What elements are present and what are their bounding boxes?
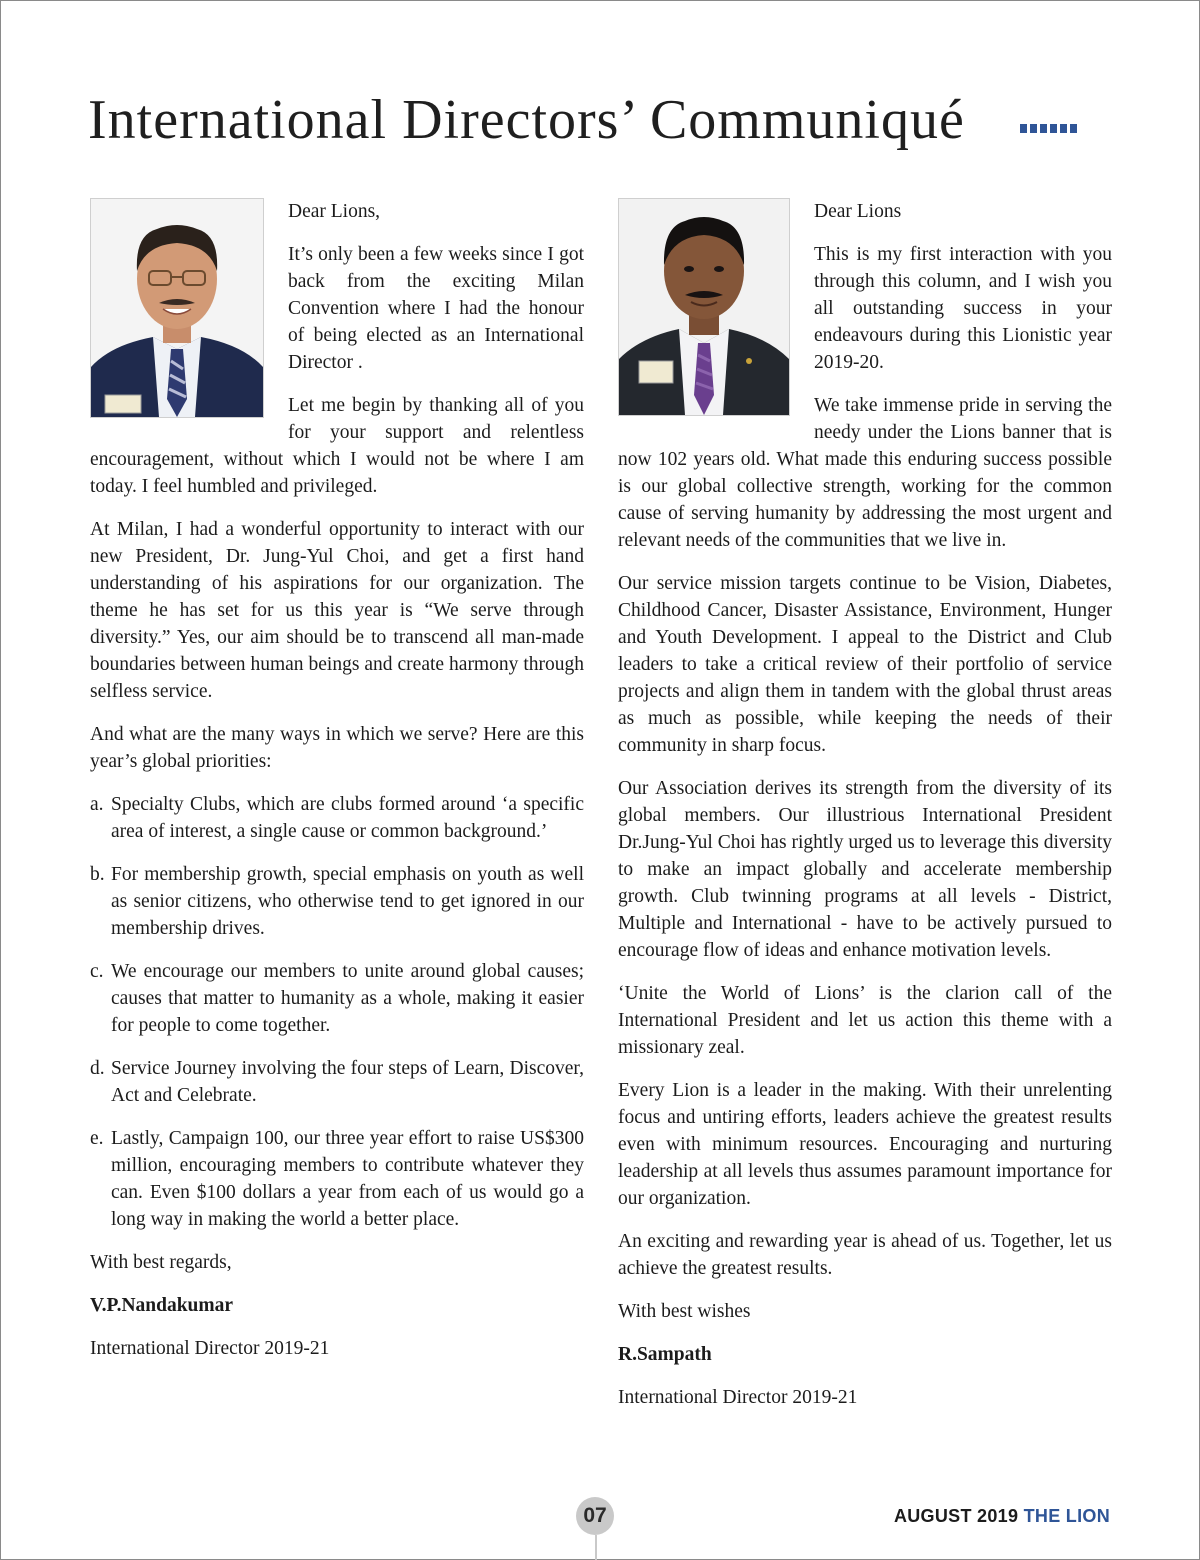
page-number: 07: [576, 1497, 614, 1535]
list-item: [90, 1055, 584, 1109]
nandakumar-photo: [90, 198, 264, 418]
footer-masthead: [894, 1506, 1110, 1527]
right-paragraph: Our Association derives its strength from the diversity of its global members. Our illustrious International President Dr.Jung-Yul Choi has rightly urged us to leverage this diversity to make an impact globally and accelerate membership growth. Club twinning programs at all levels - District, Multiple and International - have to be actively pursued to encourage flow of ideas and enhance motivation levels.: [618, 778, 1112, 961]
right-closing: With best wishes: [618, 1301, 751, 1322]
left-paragraph: Let me begin by thanking all of you for your support and relentless encouragement, without which I would not be where I am today. I feel humbled and privileged.: [90, 395, 584, 497]
list-item: [90, 1125, 584, 1233]
right-salutation: Dear Lions: [814, 201, 902, 222]
list-marker: e.: [90, 1128, 104, 1149]
left-letter: [90, 198, 584, 1378]
right-paragraph: This is my first interaction with you through this column, and I wish you all outstanding success in your endeavours during this Lionistic year 2019-20.: [814, 244, 1112, 373]
right-paragraph: An exciting and rewarding year is ahead of us. Together, let us achieve the greatest results.: [618, 1231, 1112, 1279]
priorities-list: [90, 791, 584, 1233]
footer-magazine: THE LION: [1023, 1506, 1110, 1526]
footer-date: AUGUST 2019: [893, 1506, 1019, 1526]
list-marker: a.: [90, 794, 104, 815]
list-item: [90, 861, 584, 942]
left-paragraph: At Milan, I had a wonderful opportunity to interact with our new President, Dr. Jung-Yul Choi, and get a first hand understanding of his aspirations for our organization. The theme he has set for us this year is “We serve through diversity.” Yes, our aim should be to transcend all man-made boundaries between human beings and create harmony through selfless service.: [90, 519, 584, 702]
left-closing: With best regards,: [90, 1252, 232, 1273]
left-salutation: Dear Lions,: [288, 201, 381, 222]
right-paragraph: Every Lion is a leader in the making. With their unrelenting focus and untiring efforts, leaders achieve the greatest results even with minimum resources. Encouraging and nurturing leadership at all levels thus assumes paramount importance for our organization.: [618, 1080, 1112, 1209]
list-text: Specialty Clubs, which are clubs formed around ‘a specific area of interest, a single cause or common background.’: [111, 794, 584, 842]
left-signature-name: V.P.Nandakumar: [90, 1295, 234, 1316]
list-text: Service Journey involving the four steps of Learn, Discover, Act and Celebrate.: [111, 1058, 584, 1106]
right-paragraph: ‘Unite the World of Lions’ is the clarion call of the International President and let us action this theme with a missionary zeal.: [618, 983, 1112, 1058]
list-marker: c.: [90, 961, 104, 982]
list-text: Lastly, Campaign 100, our three year effort to raise US$300 million, encouraging members to contribute whatever they can. Even $100 dollars a year from each of us would go a long way in making the world a better place.: [111, 1128, 584, 1230]
list-text: For membership growth, special emphasis on youth as well as senior citizens, who otherwise tend to get ignored in our membership drives.: [111, 864, 584, 939]
right-paragraph: We take immense pride in serving the needy under the Lions banner that is now 102 years old. What made this enduring success possible is our global collective strength, working for the common cause of serving humanity by addressing the most urgent and relevant needs of the communities that we live in.: [618, 395, 1112, 551]
right-paragraph: Our service mission targets continue to be Vision, Diabetes, Childhood Cancer, Disaster Assistance, Environment, Hunger and Youth Development. I appeal to the District and Club leaders to take a critical review of their portfolio of service projects and align them in tandem with the global thrust areas as much as possible, while keeping the needs of their community in sharp focus.: [618, 573, 1112, 756]
left-signature-role: International Director 2019-21: [90, 1338, 330, 1359]
right-signature-role: International Director 2019-21: [618, 1387, 858, 1408]
right-letter: [618, 198, 1112, 1427]
list-item: [90, 958, 584, 1039]
list-item: [90, 791, 584, 845]
left-paragraph: And what are the many ways in which we serve? Here are this year’s global priorities:: [90, 724, 584, 772]
right-signature-name: R.Sampath: [618, 1344, 712, 1365]
page-number-stem: [595, 1535, 597, 1560]
list-marker: b.: [90, 864, 105, 885]
sampath-photo: [618, 198, 790, 416]
title-ornament: [1020, 124, 1077, 133]
list-marker: d.: [90, 1058, 105, 1079]
list-text: We encourage our members to unite around global causes; causes that matter to humanity as a whole, making it easier for people to come together.: [111, 961, 584, 1036]
page-title: International Directors’ Communiqué: [88, 89, 965, 151]
left-paragraph: It’s only been a few weeks since I got back from the exciting Milan Convention where I had the honour of being elected as an International Director .: [288, 244, 584, 373]
